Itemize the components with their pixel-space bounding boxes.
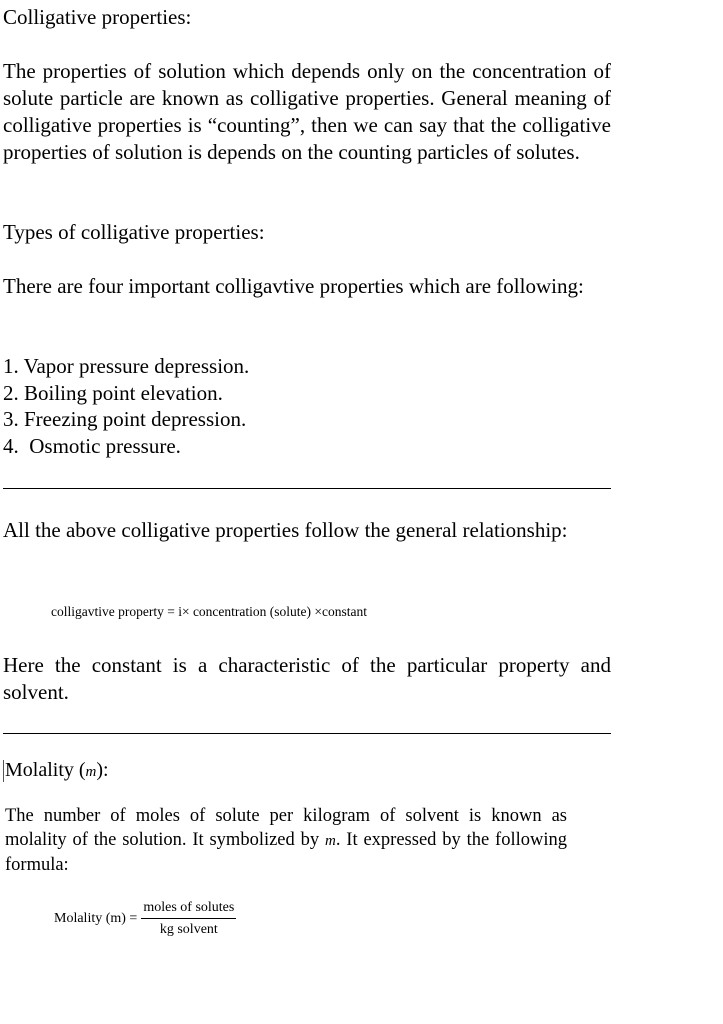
paragraph-definition: The properties of solution which depends only on the concentration of solute particle are known as colligative properties. General meaning of colligative properties is “counting”, then we can say that the colligative properties of solution is depends on the counting particles of solutes.	[3, 59, 611, 164]
list-item: 3. Freezing point depression.	[3, 407, 247, 431]
molality-symbol: m	[85, 764, 97, 780]
paragraph-molality-definition	[5, 804, 567, 877]
formula-numerator: moles of solutes	[143, 900, 235, 915]
formula-general-relationship: colligavtive property = i× concentration (solute) ×constant	[51, 604, 367, 619]
list-item: 2. Boiling point elevation.	[3, 380, 223, 405]
divider	[3, 488, 611, 489]
heading-molality-close: ):	[96, 759, 109, 781]
molality-symbol-inline: m	[324, 833, 336, 849]
formula-denominator: kg solvent	[159, 922, 218, 937]
molality-text-after: . It expressed by the following formula:	[5, 830, 567, 875]
list-item: 1. Vapor pressure depression.	[3, 354, 250, 378]
heading-molality-text: Molality (	[5, 759, 86, 781]
text-cursor	[3, 760, 4, 782]
divider	[3, 733, 611, 734]
heading-types: Types of colligative properties:	[3, 220, 265, 244]
properties-list	[3, 353, 249, 459]
formula-molality-lhs: Molality (m) =	[54, 911, 138, 926]
heading-molality	[5, 757, 109, 785]
paragraph-four-properties: There are four important colligavtive properties which are following:	[3, 274, 584, 298]
list-item: 4. Osmotic pressure.	[3, 433, 181, 458]
heading-colligative-properties: Colligative properties:	[3, 5, 192, 29]
formula-molality	[54, 899, 236, 939]
paragraph-constant: Here the constant is a characteristic of the particular property and solvent.	[3, 653, 611, 704]
molality-text-before: The number of moles of solute per kilogram of solvent is known as molality of the solution. It symbolized by	[5, 806, 567, 850]
paragraph-general-relationship: All the above colligative properties follow the general relationship:	[3, 518, 568, 542]
formula-molality-fraction	[141, 899, 236, 939]
